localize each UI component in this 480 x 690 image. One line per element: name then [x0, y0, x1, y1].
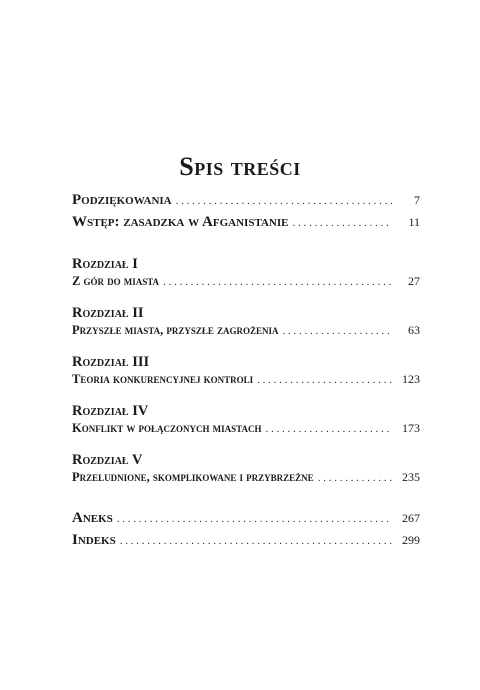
- toc-entry-chapter-2: [72, 323, 420, 343]
- toc-entry-page: 235: [402, 470, 420, 484]
- toc-entry-page: 63: [408, 323, 420, 337]
- chapter-label-2: Rozdział II: [72, 305, 144, 321]
- toc-entry-page: 11: [408, 215, 420, 229]
- dot-leader: [318, 472, 392, 484]
- toc-entry-text: Aneks: [72, 510, 113, 526]
- toc-entry-introduction: [72, 214, 420, 236]
- toc-entry-text: Teoria konkurencyjnej kontroli: [72, 372, 254, 386]
- chapter-label-4: Rozdział IV: [72, 403, 149, 419]
- toc-entry-acknowledgements: [72, 192, 420, 214]
- dot-leader: [265, 423, 392, 435]
- toc-entry-text: Konflikt w połączonych miastach: [72, 421, 262, 435]
- dot-leader: [176, 195, 392, 207]
- dot-leader: [283, 325, 392, 337]
- toc-entry-text: Wstęp: zasadzka w Afganistanie: [72, 214, 289, 230]
- dot-leader: [163, 276, 392, 288]
- toc-entry-text: Przyszłe miasta, przyszłe zagrożenia: [72, 323, 279, 337]
- toc-entry-text: Podziękowania: [72, 192, 172, 208]
- dot-leader: [257, 374, 392, 386]
- toc-entry-page: 173: [402, 421, 420, 435]
- toc-entry-chapter-3: [72, 372, 420, 392]
- toc-entry-chapter-4: [72, 421, 420, 441]
- toc-entry-page: 123: [402, 372, 420, 386]
- toc-entry-page: 299: [402, 533, 420, 547]
- toc-entry-index: [72, 532, 420, 554]
- table-of-contents: [72, 192, 420, 554]
- chapter-label-5: Rozdział V: [72, 452, 143, 468]
- toc-entry-text: Przeludnione, skomplikowane i przybrzeżne: [72, 470, 314, 484]
- chapter-label-3: Rozdział III: [72, 354, 150, 370]
- dot-leader: [120, 535, 392, 547]
- toc-entry-chapter-5: [72, 470, 420, 490]
- toc-entry-page: 7: [414, 193, 420, 207]
- toc-entry-page: 267: [402, 511, 420, 525]
- chapter-label-1: Rozdział I: [72, 256, 138, 272]
- toc-entry-text: Z gór do miasta: [72, 274, 160, 288]
- toc-entry-chapter-1: [72, 274, 420, 294]
- toc-entry-appendix: [72, 510, 420, 532]
- toc-entry-text: Indeks: [72, 532, 116, 548]
- toc-entry-page: 27: [408, 274, 420, 288]
- dot-leader: [117, 513, 392, 525]
- page-title: Spis treści: [179, 152, 301, 181]
- dot-leader: [292, 217, 392, 229]
